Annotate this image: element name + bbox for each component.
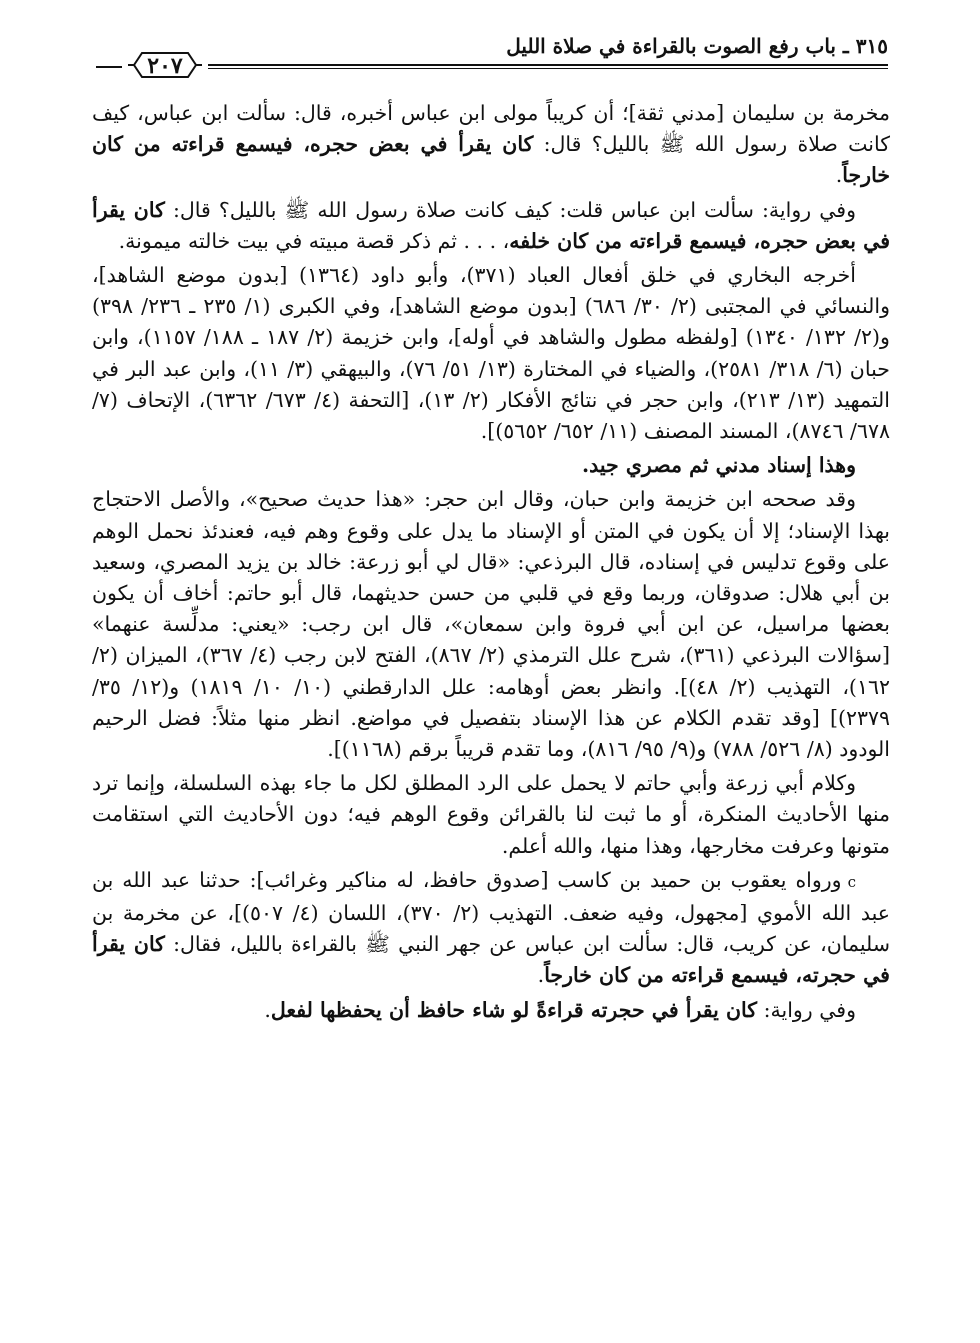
paragraph-text: أخرجه البخاري في خلق أفعال العباد (٣٧١)، وأبو داود (١٣٦٤) [بدون موضع الشاهد]، والنسائي في المجتبى (٢/ ٣٠/ ٦٨٦) [بدون موضع الشاهد]، وفي الكبرى (١/ ٢٣٥ ـ ٢٣٦/ ٣٩٨) و(٢/ ١٣٢/ ١٣٤٠) [ولفظه مطول والشاهد في أوله]، وابن خزيمة (٢/ ١٨٧ ـ ١٨٨/ ١١٥٧)، وابن حبان (٦/ ٣١٨/ ٢٥٨١)، والضياء في المختارة (١٣/ ٥١/ ٧٦)، والبيهقي (٣/ ١١)، وابن عبد البر في التمهيد (١٣/ ٢١٣)، وابن حجر في نتائج الأفكار (٢/ ١٣)، [التحفة (٤/ ٦٧٣/ ٦٣٦٢)، الإتحاف (٧/ ٦٧٨/ ٨٧٤٦)، المسند المصنف (١١/ ٦٥٢/ ٥٦٥٢)]. bbox=[92, 263, 890, 444]
hadith-text-bold: كان يقرأ في حجرته قراءةً لو شاء حافظ أن يحفظها لفعل bbox=[270, 997, 758, 1022]
paragraph-text: . bbox=[835, 163, 843, 188]
hadith-text-bold: وهذا إسناد مدني ثم مصري جيد. bbox=[581, 453, 856, 478]
paragraph-text: . bbox=[537, 963, 545, 988]
bullet-icon: c bbox=[847, 872, 856, 891]
header-rule-thin bbox=[208, 68, 888, 69]
hadith-text-bold: كان يقرأ في بعض حجره، فيسمع قراءته من كان خلفه bbox=[92, 197, 890, 253]
paragraph-text: وفي رواية: سألت ابن عباس قلت: كيف كانت صلاة رسول الله ﷺ بالليل؟ قال: bbox=[164, 197, 856, 222]
running-header bbox=[96, 30, 888, 88]
header-rule-left bbox=[96, 66, 122, 68]
page-number: ٢٠٧ bbox=[147, 53, 183, 79]
paragraph-text: وقد صححه ابن خزيمة وابن حبان، وقال ابن حجر: «هذا حديث صحيح»، والأصل الاحتجاج بهذا الإسناد؛ إلا أن يكون في المتن أو الإسناد ما يدل على وقوع وهم فيه، فعندئذ نحمل الوهم على وقوع تدليس في إسناده، قال البرذعي: «قال لي أبو زرعة: خالد بن يزيد المصري، وسعيد بن أبي هلال: صدوقان، وربما وقع في قلبي من حسن حديثهما، قال أبو حاتم: أخاف أن يكون بعضها مراسيل، عن ابن أبي فروة وابن سمعان»، قال ابن رجب: «يعني: مدلِّسة عنهما» [سؤالات البرذعي (٣٦١)، شرح علل الترمذي (٢/ ٨٦٧)، الفتح لابن رجب (٤/ ٣٦٧)، الميزان (٢/ ١٦٢)، التهذيب (٢/ ٤٨)]. وانظر بعض أوهامه: علل الدارقطني (١٠/ ١٠/ ١٨١٩) و(١٢/ ٣٥/ ٢٣٧٩)] [وقد تقدم الكلام عن هذا الإسناد بتفصيل في مواضع. انظر منها مثلاً: فضل الرحيم الودود (٨/ ٥٢٦/ ٧٨٨) و(٩/ ٩٥/ ٨١٦)، وما تقدم قريباً برقم (١١٦٨)]. bbox=[92, 487, 890, 762]
paragraph bbox=[92, 865, 890, 992]
hadith-text-bold: كان يقرأ في حجرته، فيسمع قراءته من كان خارجاً bbox=[92, 932, 890, 988]
paragraph-text: وكلام أبي زرعة وأبي حاتم لا يحمل على الرد المطلق لكل ما جاء بهذه السلسلة، وإنما ترد منها الأحاديث المنكرة، أو ما ثبت لنا بالقرائن وقوع الوهم فيه؛ دون الأحاديث التي استقامت متونها وعرفت مخارجها، وهذا منها، والله أعلم. bbox=[92, 771, 890, 858]
paragraph-text: مخرمة بن سليمان [مدني ثقة]؛ أن كريباً مولى ابن عباس أخبره، قال: سألت ابن عباس، كيف كانت صلاة رسول الله ﷺ بالليل؟ قال: bbox=[92, 101, 890, 157]
paragraph bbox=[92, 98, 890, 192]
header-rule bbox=[208, 64, 888, 66]
paragraph-text: وفي رواية: bbox=[757, 997, 856, 1022]
paragraph bbox=[92, 450, 890, 481]
hadith-text-bold: كان يقرأ في بعض حجره، فيسمع قراءته من كان خارجاً bbox=[92, 132, 890, 188]
paragraph-text: ورواه يعقوب بن حميد بن كاسب [صدوق حافظ، له مناكير وغرائب]: حدثنا عبد الله بن عبد الله الأموي [مجهول، وفيه ضعف. التهذيب (٢/ ٣٧٠)، اللسان (٤/ ٥٠٧)]، عن مخرمة بن سليمان، عن كريب، قال: سألت ابن عباس عن جهر النبي ﷺ بالقراءة بالليل، فقال: bbox=[92, 867, 891, 957]
chapter-title: ٣١٥ ـ باب رفع الصوت بالقراءة في صلاة الليل bbox=[506, 34, 888, 58]
paragraph bbox=[92, 195, 890, 257]
page-body bbox=[92, 98, 890, 1328]
paragraph bbox=[92, 768, 890, 862]
paragraph bbox=[92, 995, 890, 1026]
paragraph bbox=[92, 484, 890, 765]
paragraph bbox=[92, 260, 890, 447]
paragraph-text: . bbox=[264, 997, 271, 1022]
paragraph-text: ، . . . ثم ذكر قصة مبيته في بيت خالته ميمونة. bbox=[118, 228, 510, 253]
page-number-badge bbox=[126, 50, 204, 80]
